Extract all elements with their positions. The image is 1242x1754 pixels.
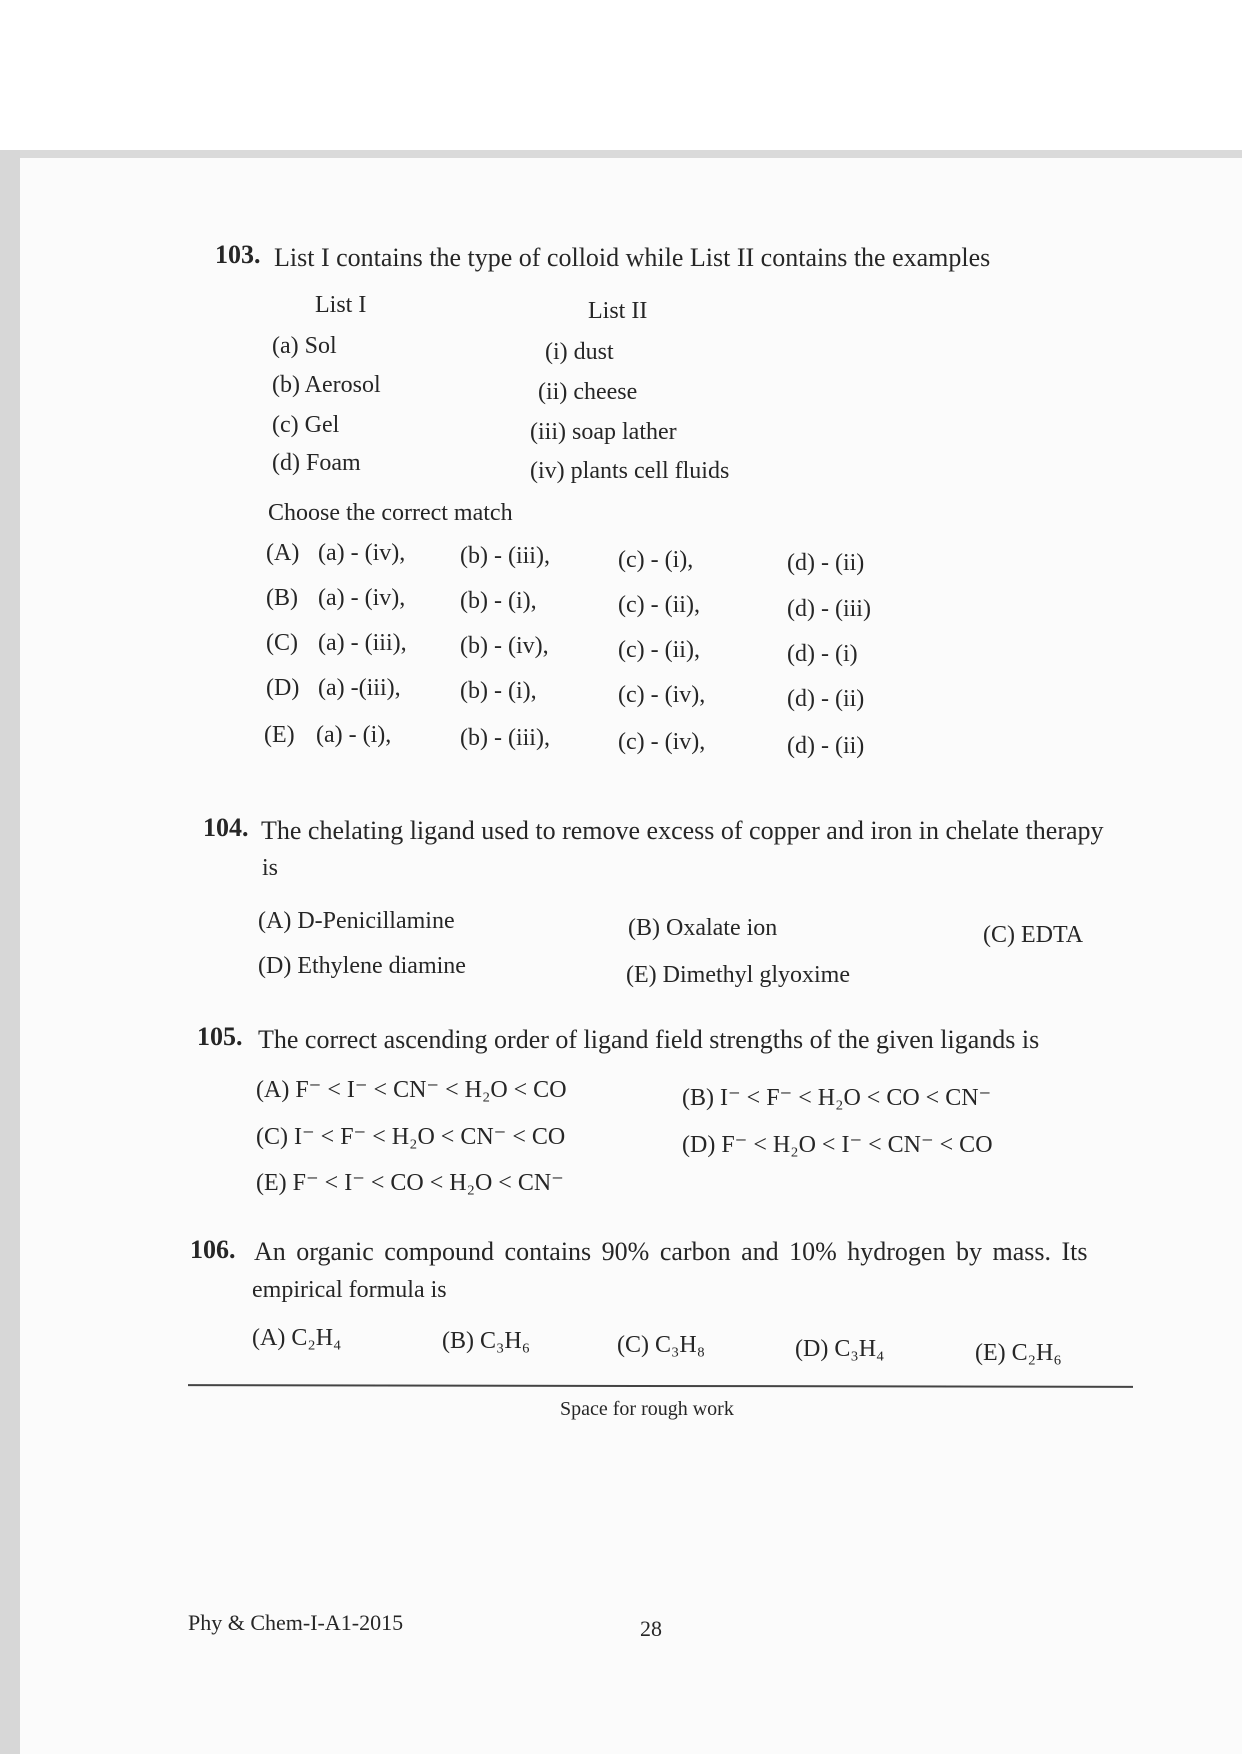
q103-list2-item: (iv) plants cell fluids	[530, 458, 730, 484]
scan-border-top	[0, 150, 1242, 158]
rough-work-label: Space for rough work	[560, 1398, 734, 1420]
option-pair: (d) - (ii)	[787, 686, 865, 712]
q106-option[interactable]: (C) C₃H₈	[617, 1332, 706, 1358]
option-pair: (d) - (ii)	[787, 550, 865, 576]
option-pair: (d) - (i)	[787, 641, 858, 667]
option-pair: (b) - (i),	[460, 678, 537, 704]
q105-stem: The correct ascending order of ligand field strengths of the given ligands is	[258, 1025, 1040, 1054]
option-pair: (c) - (iv),	[618, 729, 706, 755]
option-pair: (c) - (ii),	[618, 637, 700, 663]
q103-prompt: Choose the correct match	[268, 500, 513, 526]
q103-list2-item: (ii) cheese	[538, 379, 638, 405]
option-label: (E)	[264, 722, 295, 748]
q103-stem: List I contains the type of colloid while List II contains the examples	[274, 243, 991, 272]
q105-option[interactable]: (D) F⁻ < H₂O < I⁻ < CN⁻ < CO	[682, 1132, 993, 1158]
q106-option[interactable]: (A) C₂H₄	[252, 1325, 342, 1351]
option-pair: (d) - (iii)	[787, 596, 871, 622]
q104-stem-line1: The chelating ligand used to remove excess of copper and iron in chelate therapy	[261, 816, 1104, 845]
q104-option[interactable]: (D) Ethylene diamine	[258, 953, 466, 979]
q103-list2-header: List II	[588, 298, 648, 324]
q103-list1-item: (a) Sol	[272, 333, 337, 359]
q103-list1-item: (d) Foam	[272, 450, 361, 476]
footer-code: Phy & Chem-I-A1-2015	[188, 1610, 404, 1635]
option-pair: (b) - (iii),	[460, 725, 550, 751]
q105-option[interactable]: (E) F⁻ < I⁻ < CO < H₂O < CN⁻	[256, 1170, 564, 1196]
option-label: (C)	[266, 630, 298, 656]
option-pair: (a) - (iii),	[318, 630, 407, 656]
option-pair: (c) - (ii),	[618, 592, 700, 618]
option-pair: (a) - (i),	[316, 722, 392, 748]
q103-number: 103.	[215, 240, 261, 269]
option-pair: (b) - (iv),	[460, 633, 549, 659]
option-pair: (b) - (i),	[460, 588, 537, 614]
option-pair: (d) - (ii)	[787, 733, 865, 759]
q104-number: 104.	[203, 813, 249, 842]
q104-option[interactable]: (B) Oxalate ion	[628, 915, 778, 941]
q104-option[interactable]: (C) EDTA	[983, 922, 1084, 948]
q106-number: 106.	[190, 1235, 236, 1264]
option-pair: (a) - (iv),	[318, 540, 406, 566]
scan-border-left	[0, 150, 20, 1754]
page-number: 28	[640, 1616, 662, 1641]
option-pair: (a) - (iv),	[318, 585, 406, 611]
q106-stem-line2: empirical formula is	[252, 1277, 447, 1303]
q105-option[interactable]: (B) I⁻ < F⁻ < H₂O < CO < CN⁻	[682, 1085, 992, 1111]
q103-list1-header: List I	[315, 292, 367, 318]
q106-stem-line1: An organic compound contains 90% carbon and 10% hydrogen by mass. Its	[254, 1237, 1088, 1266]
q103-list1-item: (b) Aerosol	[272, 372, 381, 398]
q106-option[interactable]: (B) C₃H₆	[442, 1328, 531, 1354]
option-pair: (b) - (iii),	[460, 543, 550, 569]
option-label: (B)	[266, 585, 298, 611]
q106-option[interactable]: (D) C₃H₄	[795, 1336, 885, 1362]
q104-option[interactable]: (A) D-Penicillamine	[258, 908, 455, 934]
option-label: (A)	[266, 540, 300, 566]
q103-list2-item: (iii) soap lather	[530, 419, 677, 445]
q105-option[interactable]: (A) F⁻ < I⁻ < CN⁻ < H₂O < CO	[256, 1077, 567, 1103]
q105-number: 105.	[197, 1022, 243, 1051]
q103-list2-item: (i) dust	[545, 339, 614, 365]
q105-option[interactable]: (C) I⁻ < F⁻ < H₂O < CN⁻ < CO	[256, 1124, 566, 1150]
option-pair: (c) - (iv),	[618, 682, 706, 708]
q103-list1-item: (c) Gel	[272, 412, 340, 438]
q106-option[interactable]: (E) C₂H₆	[975, 1340, 1062, 1366]
option-pair: (c) - (i),	[618, 547, 694, 573]
q104-stem-line2: is	[262, 855, 279, 881]
option-pair: (a) -(iii),	[318, 675, 401, 701]
q104-option[interactable]: (E) Dimethyl glyoxime	[626, 962, 850, 988]
option-label: (D)	[266, 675, 300, 701]
